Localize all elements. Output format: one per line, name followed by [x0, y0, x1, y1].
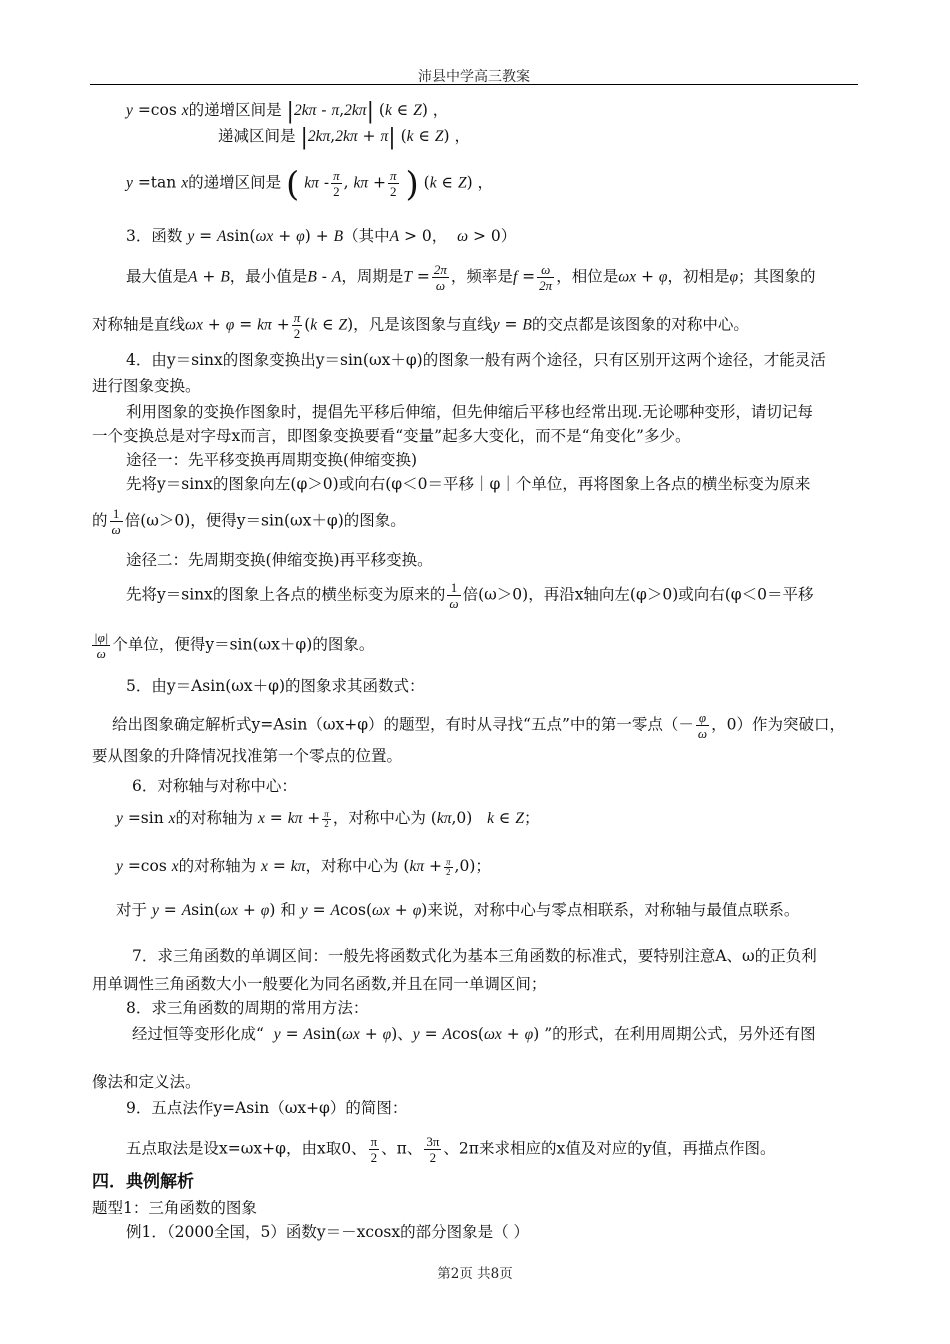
cos-symmetry-line: y =cos x的对称轴为 x = kπ，对称中心为 (kπ + $\frac{\pi}{2}$ ,0)； [116, 856, 491, 877]
item3-title: 3．函数 y = Asin(ωx + φ) + B（其中A > 0， ω > 0） [126, 227, 517, 245]
item7-line1: 7．求三角函数的单调区间：一般先将函数式化为基本三角函数的标准式，要特别注意A、ω的正负利 [132, 947, 817, 965]
item3-line1: 最大值是A + B，最小值是B - A，周期是T = $\frac{2\pi}{\omega}$ ，频率是f = $\frac{\omega}{2\pi}$ ，相位是ωx + φ，初相是φ；其图象的 [126, 262, 816, 293]
item3-line2: 对称轴是直线ωx + φ = kπ + $\frac{\pi}{2}$ (k ∈ Z)，凡是该图象与直线y = B的交点都是该图象的对称中心。 [92, 310, 749, 341]
type1-title: 题型1：三角函数的图象 [92, 1199, 257, 1217]
item8-title: 8．求三角函数的周期的常用方法： [126, 999, 369, 1017]
cos-increasing-line: y =cos x的递增区间是 |2kπ - π,2kπ| (k ∈ Z) ， [126, 99, 449, 124]
item8-line2: 像法和定义法。 [92, 1073, 201, 1091]
route2-title: 途径二：先周期变换(伸缩变换)再平移变换。 [126, 551, 433, 569]
route2-line1: 先将y＝sinx的图象上各点的横坐标变为原来的 $\frac{1}{\omega}$ 倍(ω＞0)，再沿x轴向左(φ＞0)或向右(φ＜0＝平移 [126, 580, 814, 611]
sin-symmetry-line: y =sin x的对称轴为 x = kπ + $\frac{\pi}{2}$ ，对称中心为 (kπ,0) k ∈ Z； [116, 808, 540, 829]
page-header: 沛县中学高三教案 [418, 69, 530, 85]
route1-line2: 的 $\frac{1}{\omega}$ 倍(ω＞0)，便得y＝sin(ωx＋φ)的图象。 [92, 506, 406, 537]
item6-line3: 对于 y = Asin(ωx + φ) 和 y = Acos(ωx + φ)来说，对称中心与零点相联系，对称轴与最值点联系。 [116, 901, 800, 919]
cos-decreasing-line: 递减区间是 |2kπ,2kπ + π| (k ∈ Z) ， [218, 125, 470, 150]
route1-line1: 先将y＝sinx的图象向左(φ＞0)或向右(φ＜0＝平移｜φ｜个单位，再将图象上各点的横坐标变为原来 [126, 475, 811, 493]
item5-title: 5．由y＝Asin(ωx＋φ)的图象求其函数式： [126, 677, 425, 695]
item6-title: 6．对称轴与对称中心： [132, 777, 297, 795]
item8-line1: 经过恒等变形化成“ y = Asin(ωx + φ)、y = Acos(ωx + φ) ”的形式，在利用周期公式，另外还有图 [132, 1025, 816, 1043]
item9-line1: 五点取法是设x=ωx+φ，由x取0、 $\frac{\pi}{2}$ 、π、 $\frac{3\pi}{2}$ 、2π来求相应的x值及对应的y值，再描点作图。 [126, 1134, 776, 1165]
page-footer: 第2页 共8页 [437, 1266, 513, 1282]
example1-text: 例1．（2000全国，5）函数y＝－xcosx的部分图象是（ ） [126, 1223, 530, 1241]
item4-line3: 利用图象的变换作图象时，提倡先平移后伸缩，但先伸缩后平移也经常出现.无论哪种变形，请切记每 [126, 403, 813, 421]
item7-line2: 用单调性三角函数大小一般要化为同名函数,并且在同一单调区间； [92, 975, 547, 993]
header-rule [90, 84, 858, 85]
item4-line2: 进行图象变换。 [92, 377, 201, 395]
item9-title: 9．五点法作y=Asin（ωx+φ）的简图： [126, 1099, 408, 1117]
route2-line2: $\frac{|\varphi|}{\omega}$ 个单位，便得y＝sin(ωx＋φ)的图象。 [94, 630, 375, 661]
section4-title: 四．典例解析 [92, 1172, 194, 1192]
item4-line4: 一个变换总是对字母x而言，即图象变换要看“变量”起多大变化，而不是“角变化”多少。 [92, 427, 691, 445]
item5-line2: 要从图象的升降情况找准第一个零点的位置。 [92, 747, 403, 765]
route1-title: 途径一：先平移变换再周期变换(伸缩变换) [126, 451, 418, 469]
item5-line1: 给出图象确定解析式y=Asin（ωx+φ）的题型，有时从寻找“五点”中的第一零点（－ $\frac{\varphi}{\omega}$ ，0）作为突破口， [112, 710, 845, 741]
tan-increasing-line: y =tan x的递增区间是 ( kπ - $\frac{\pi}{2}$ , kπ + $\frac{\pi}{2}$ ) (k ∈ Z) ， [126, 164, 494, 205]
item4-line1: 4．由y＝sinx的图象变换出y＝sin(ωx＋φ)的图象一般有两个途径，只有区别开这两个途径，才能灵活 [126, 351, 826, 369]
